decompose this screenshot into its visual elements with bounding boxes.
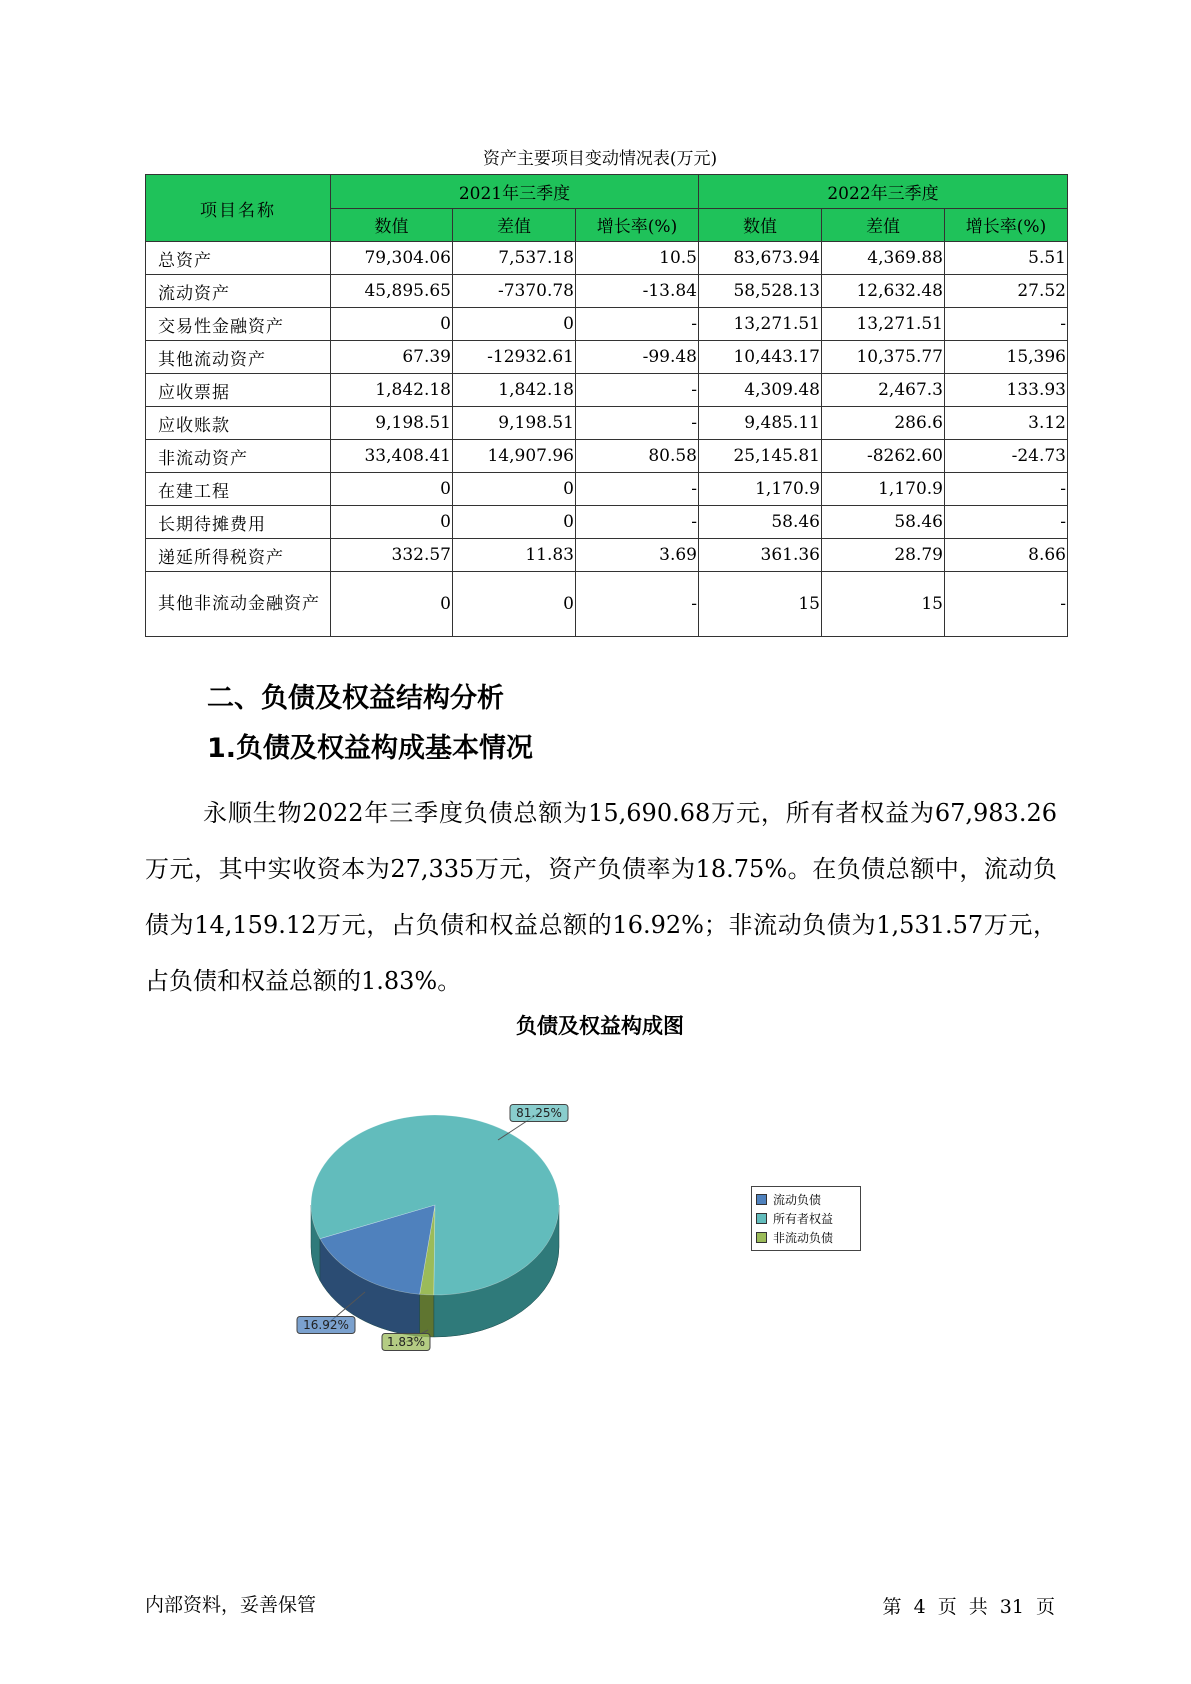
row-label: 在建工程 <box>146 473 331 506</box>
sub-header: 数值 <box>699 208 822 242</box>
table-cell: 10,375.77 <box>822 341 945 374</box>
chart-legend <box>751 1186 861 1251</box>
data-label: 81.25% <box>516 1106 562 1120</box>
table-cell: 0 <box>331 308 453 341</box>
sub-header: 差值 <box>822 208 945 242</box>
table-cell: 80.58 <box>576 440 699 473</box>
table-cell: 0 <box>453 308 576 341</box>
table-cell: 33,408.41 <box>331 440 453 473</box>
table-cell: 13,271.51 <box>699 308 822 341</box>
table-cell: 8.66 <box>945 539 1068 572</box>
legend-label: 所有者权益 <box>773 1212 834 1226</box>
header-item-name: 项目名称 <box>146 175 331 242</box>
table-cell: 14,907.96 <box>453 440 576 473</box>
table-cell: 7,537.18 <box>453 242 576 275</box>
legend-item <box>756 1228 856 1247</box>
table-cell: 13,271.51 <box>822 308 945 341</box>
data-label: 16.92% <box>303 1318 349 1332</box>
table-cell: -24.73 <box>945 440 1068 473</box>
table-cell: 3.12 <box>945 407 1068 440</box>
table-cell: 332.57 <box>331 539 453 572</box>
data-label: 1.83% <box>386 1335 426 1349</box>
table-cell: 0 <box>453 506 576 539</box>
table-cell: -7370.78 <box>453 275 576 308</box>
legend-item <box>756 1190 856 1209</box>
table-cell: - <box>945 473 1068 506</box>
table-cell: 1,170.9 <box>822 473 945 506</box>
table-cell: 1,842.18 <box>331 374 453 407</box>
row-label: 递延所得税资产 <box>146 539 331 572</box>
table-cell: 25,145.81 <box>699 440 822 473</box>
table-cell: 15 <box>822 572 945 637</box>
footer-confidential: 内部资料，妥善保管 <box>145 1594 317 1616</box>
table-cell: 0 <box>331 572 453 637</box>
table-cell: - <box>945 572 1068 637</box>
table-cell: 67.39 <box>331 341 453 374</box>
row-label: 流动资产 <box>146 275 331 308</box>
table-cell: 45,895.65 <box>331 275 453 308</box>
table-cell: 2,467.3 <box>822 374 945 407</box>
header-period-2022: 2022年三季度 <box>699 175 1068 209</box>
table-cell: 79,304.06 <box>331 242 453 275</box>
table-cell: 4,369.88 <box>822 242 945 275</box>
table-cell: -8262.60 <box>822 440 945 473</box>
sub-header: 数值 <box>331 208 453 242</box>
table-cell: -13.84 <box>576 275 699 308</box>
table-cell: -12932.61 <box>453 341 576 374</box>
legend-label: 流动负债 <box>773 1193 822 1207</box>
table-cell: 0 <box>331 506 453 539</box>
table-cell: 5.51 <box>945 242 1068 275</box>
table-cell: 361.36 <box>699 539 822 572</box>
table-cell: 9,198.51 <box>453 407 576 440</box>
footer-page-number: 第 4 页 共 31 页 <box>882 1596 1055 1618</box>
table-cell: - <box>576 407 699 440</box>
section-heading: 二、负债及权益结构分析 <box>207 683 504 714</box>
row-label: 应收账款 <box>146 407 331 440</box>
row-label: 交易性金融资产 <box>146 308 331 341</box>
table-caption: 资产主要项目变动情况表(万元) <box>482 149 718 169</box>
analysis-paragraph: 永顺生物2022年三季度负债总额为15,690.68万元，所有者权益为67,983.26万元，其中实收资本为27,335万元，资产负债率为18.75%。在负债总额中，流动负债为14,159.12万元，占负债和权益总额的16.92%；非流动负债为1,531.57万元，占负债和权益总额的1.83%。 <box>145 799 1057 995</box>
table-cell: 4,309.48 <box>699 374 822 407</box>
table-cell: 83,673.94 <box>699 242 822 275</box>
table-cell: 58.46 <box>699 506 822 539</box>
table-cell: 27.52 <box>945 275 1068 308</box>
table-cell: - <box>945 308 1068 341</box>
table-cell: 12,632.48 <box>822 275 945 308</box>
table-cell: 28.79 <box>822 539 945 572</box>
table-cell: 10.5 <box>576 242 699 275</box>
legend-swatch <box>756 1213 767 1224</box>
table-cell: 133.93 <box>945 374 1068 407</box>
table-cell: - <box>576 506 699 539</box>
sub-header: 差值 <box>453 208 576 242</box>
legend-item <box>756 1209 856 1228</box>
legend-label: 非流动负债 <box>773 1231 834 1245</box>
table-cell: 1,842.18 <box>453 374 576 407</box>
table-cell: 3.69 <box>576 539 699 572</box>
row-label: 其他非流动金融资产 <box>146 572 331 637</box>
table-cell: 11.83 <box>453 539 576 572</box>
table-cell: 0 <box>453 572 576 637</box>
table-cell: 58.46 <box>822 506 945 539</box>
subsection-heading: 1.负债及权益构成基本情况 <box>207 733 534 764</box>
header-period-2021: 2021年三季度 <box>331 175 699 209</box>
table-cell: 15,396 <box>945 341 1068 374</box>
row-label: 非流动资产 <box>146 440 331 473</box>
sub-header: 增长率(%) <box>576 208 699 242</box>
chart-title: 负债及权益构成图 <box>516 1014 684 1038</box>
table-cell: 9,485.11 <box>699 407 822 440</box>
legend-swatch <box>756 1232 767 1243</box>
table-cell: 9,198.51 <box>331 407 453 440</box>
table-cell: 15 <box>699 572 822 637</box>
table-cell: - <box>576 473 699 506</box>
table-cell: - <box>576 308 699 341</box>
row-label: 总资产 <box>146 242 331 275</box>
row-label: 其他流动资产 <box>146 341 331 374</box>
table-cell: - <box>576 572 699 637</box>
row-label: 应收票据 <box>146 374 331 407</box>
table-cell: 10,443.17 <box>699 341 822 374</box>
legend-swatch <box>756 1194 767 1205</box>
table-cell: - <box>945 506 1068 539</box>
row-label: 长期待摊费用 <box>146 506 331 539</box>
table-cell: 58,528.13 <box>699 275 822 308</box>
table-cell: -99.48 <box>576 341 699 374</box>
sub-header: 增长率(%) <box>945 208 1068 242</box>
table-cell: 286.6 <box>822 407 945 440</box>
table-cell: - <box>576 374 699 407</box>
table-cell: 0 <box>453 473 576 506</box>
table-cell: 1,170.9 <box>699 473 822 506</box>
table-cell: 0 <box>331 473 453 506</box>
